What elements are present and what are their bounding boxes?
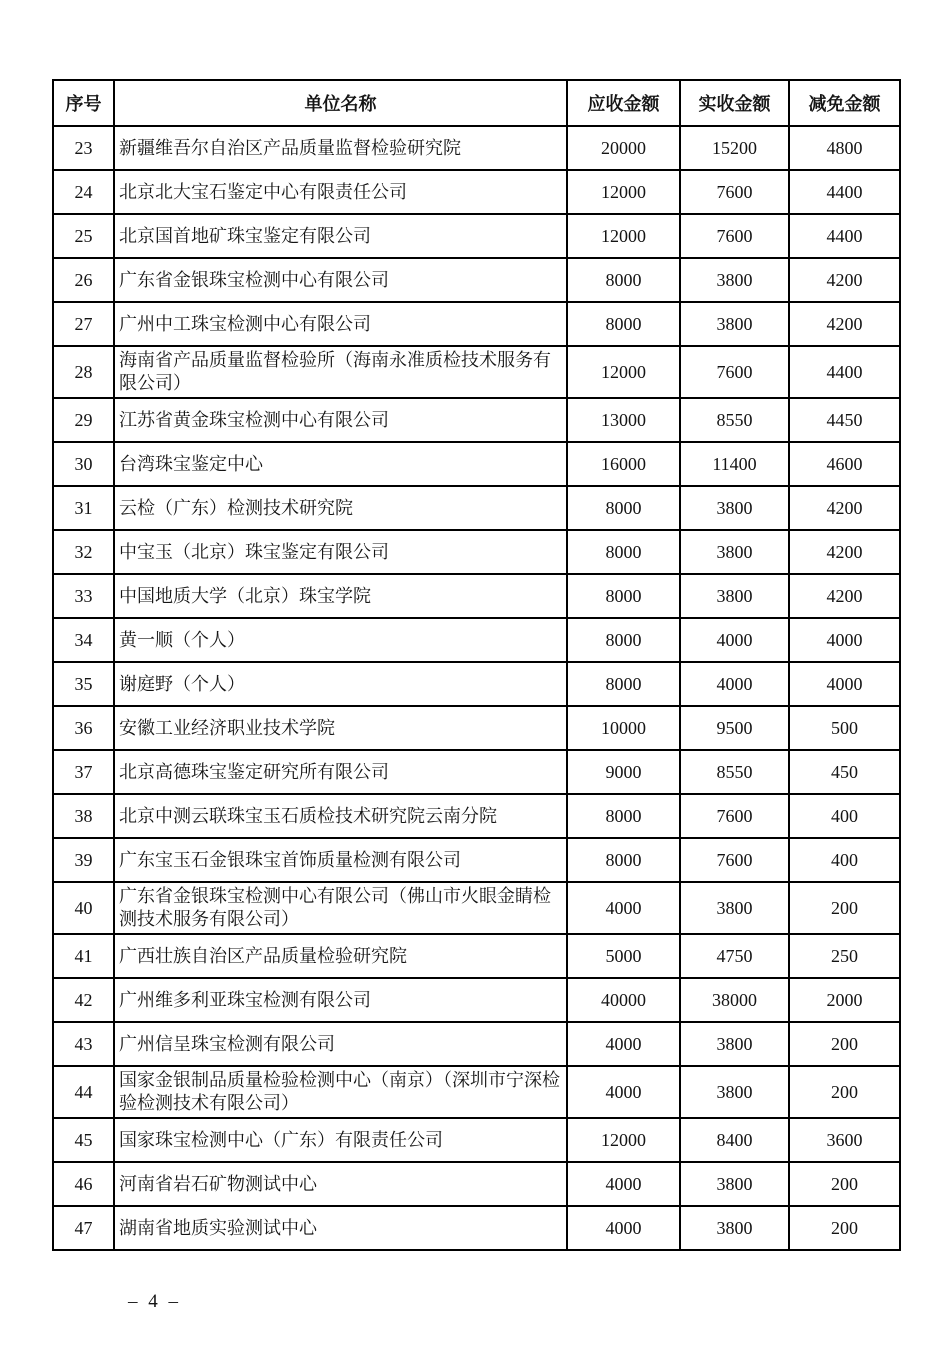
receivable-amount: 4000 [567,1066,680,1118]
receivable-amount: 10000 [567,706,680,750]
table-row [53,214,900,258]
receivable-amount: 8000 [567,258,680,302]
unit-name: 广州中工珠宝检测中心有限公司 [114,302,567,346]
reduction-amount: 3600 [789,1118,900,1162]
unit-name: 湖南省地质实验测试中心 [114,1206,567,1250]
received-amount: 8400 [680,1118,789,1162]
unit-name: 国家珠宝检测中心（广东）有限责任公司 [114,1118,567,1162]
reduction-amount: 200 [789,1066,900,1118]
table-row [53,1162,900,1206]
received-amount: 4000 [680,662,789,706]
table-row [53,258,900,302]
unit-name: 新疆维吾尔自治区产品质量监督检验研究院 [114,126,567,170]
unit-name: 海南省产品质量监督检验所（海南永准质检技术服务有限公司） [114,346,567,398]
received-amount: 3800 [680,530,789,574]
serial-number: 29 [53,398,114,442]
reduction-amount: 4200 [789,574,900,618]
received-amount: 9500 [680,706,789,750]
table-row [53,170,900,214]
reduction-amount: 4400 [789,346,900,398]
table-row [53,530,900,574]
serial-number: 33 [53,574,114,618]
receivable-amount: 4000 [567,1022,680,1066]
table-row [53,882,900,934]
table-row [53,574,900,618]
received-amount: 4000 [680,618,789,662]
header-reduction-amount: 减免金额 [789,80,900,126]
unit-name: 广东宝玉石金银珠宝首饰质量检测有限公司 [114,838,567,882]
reduction-amount: 4000 [789,618,900,662]
reduction-amount: 250 [789,934,900,978]
table-row [53,1206,900,1250]
table-row [53,750,900,794]
reduction-amount: 400 [789,794,900,838]
reduction-amount: 200 [789,1022,900,1066]
reduction-amount: 4200 [789,258,900,302]
received-amount: 7600 [680,170,789,214]
table-row [53,1022,900,1066]
receivable-amount: 8000 [567,530,680,574]
reduction-amount: 200 [789,1206,900,1250]
reduction-amount: 400 [789,838,900,882]
table-row [53,794,900,838]
serial-number: 28 [53,346,114,398]
received-amount: 3800 [680,1206,789,1250]
received-amount: 3800 [680,574,789,618]
unit-name: 广西壮族自治区产品质量检验研究院 [114,934,567,978]
table-row [53,486,900,530]
serial-number: 41 [53,934,114,978]
reduction-amount: 4400 [789,170,900,214]
reduction-amount: 4400 [789,214,900,258]
receivable-amount: 12000 [567,214,680,258]
receivable-amount: 40000 [567,978,680,1022]
serial-number: 35 [53,662,114,706]
receivable-amount: 4000 [567,1206,680,1250]
unit-name: 河南省岩石矿物测试中心 [114,1162,567,1206]
unit-name: 北京国首地矿珠宝鉴定有限公司 [114,214,567,258]
received-amount: 15200 [680,126,789,170]
receivable-amount: 8000 [567,794,680,838]
receivable-amount: 4000 [567,1162,680,1206]
unit-name: 北京中测云联珠宝玉石质检技术研究院云南分院 [114,794,567,838]
serial-number: 40 [53,882,114,934]
reduction-amount: 200 [789,882,900,934]
table-row [53,934,900,978]
reduction-amount: 4450 [789,398,900,442]
received-amount: 7600 [680,214,789,258]
reduction-amount: 4600 [789,442,900,486]
received-amount: 7600 [680,346,789,398]
unit-name: 北京北大宝石鉴定中心有限责任公司 [114,170,567,214]
table-row [53,662,900,706]
serial-number: 38 [53,794,114,838]
serial-number: 44 [53,1066,114,1118]
serial-number: 24 [53,170,114,214]
unit-name: 黄一顺（个人） [114,618,567,662]
table-row [53,978,900,1022]
header-serial-number: 序号 [53,80,114,126]
reduction-amount: 200 [789,1162,900,1206]
serial-number: 30 [53,442,114,486]
receivable-amount: 16000 [567,442,680,486]
receivable-amount: 8000 [567,838,680,882]
reduction-amount: 4800 [789,126,900,170]
table-row [53,1066,900,1118]
received-amount: 7600 [680,838,789,882]
serial-number: 39 [53,838,114,882]
receivable-amount: 8000 [567,302,680,346]
table-row [53,1118,900,1162]
receivable-amount: 8000 [567,618,680,662]
serial-number: 42 [53,978,114,1022]
unit-name: 安徽工业经济职业技术学院 [114,706,567,750]
serial-number: 46 [53,1162,114,1206]
table-row [53,706,900,750]
unit-name: 中宝玉（北京）珠宝鉴定有限公司 [114,530,567,574]
fee-table [52,79,901,1251]
received-amount: 7600 [680,794,789,838]
serial-number: 43 [53,1022,114,1066]
reduction-amount: 450 [789,750,900,794]
table-header-row [53,80,900,126]
unit-name: 谢庭野（个人） [114,662,567,706]
receivable-amount: 12000 [567,346,680,398]
serial-number: 23 [53,126,114,170]
unit-name: 广东省金银珠宝检测中心有限公司 [114,258,567,302]
received-amount: 3800 [680,1022,789,1066]
receivable-amount: 20000 [567,126,680,170]
receivable-amount: 9000 [567,750,680,794]
serial-number: 32 [53,530,114,574]
unit-name: 国家金银制品质量检验检测中心（南京）（深圳市宁深检验检测技术有限公司） [114,1066,567,1118]
receivable-amount: 12000 [567,170,680,214]
header-unit-name: 单位名称 [114,80,567,126]
unit-name: 广州信呈珠宝检测有限公司 [114,1022,567,1066]
received-amount: 3800 [680,302,789,346]
serial-number: 31 [53,486,114,530]
serial-number: 25 [53,214,114,258]
reduction-amount: 2000 [789,978,900,1022]
received-amount: 3800 [680,1162,789,1206]
receivable-amount: 5000 [567,934,680,978]
received-amount: 3800 [680,1066,789,1118]
serial-number: 37 [53,750,114,794]
serial-number: 47 [53,1206,114,1250]
received-amount: 3800 [680,882,789,934]
receivable-amount: 13000 [567,398,680,442]
received-amount: 11400 [680,442,789,486]
table-row [53,126,900,170]
serial-number: 26 [53,258,114,302]
header-receivable-amount: 应收金额 [567,80,680,126]
unit-name: 广州维多利亚珠宝检测有限公司 [114,978,567,1022]
serial-number: 36 [53,706,114,750]
reduction-amount: 4200 [789,486,900,530]
unit-name: 云检（广东）检测技术研究院 [114,486,567,530]
table-row [53,346,900,398]
table-row [53,442,900,486]
serial-number: 45 [53,1118,114,1162]
received-amount: 38000 [680,978,789,1022]
page-number: – 4 – [128,1291,181,1312]
reduction-amount: 4200 [789,302,900,346]
receivable-amount: 4000 [567,882,680,934]
reduction-amount: 500 [789,706,900,750]
reduction-amount: 4000 [789,662,900,706]
table-row [53,398,900,442]
receivable-amount: 8000 [567,662,680,706]
received-amount: 8550 [680,750,789,794]
table-row [53,302,900,346]
table-row [53,838,900,882]
receivable-amount: 8000 [567,574,680,618]
received-amount: 8550 [680,398,789,442]
table-row [53,618,900,662]
unit-name: 台湾珠宝鉴定中心 [114,442,567,486]
serial-number: 34 [53,618,114,662]
receivable-amount: 8000 [567,486,680,530]
unit-name: 广东省金银珠宝检测中心有限公司（佛山市火眼金睛检测技术服务有限公司） [114,882,567,934]
received-amount: 3800 [680,258,789,302]
reduction-amount: 4200 [789,530,900,574]
unit-name: 江苏省黄金珠宝检测中心有限公司 [114,398,567,442]
unit-name: 北京高德珠宝鉴定研究所有限公司 [114,750,567,794]
unit-name: 中国地质大学（北京）珠宝学院 [114,574,567,618]
received-amount: 4750 [680,934,789,978]
header-received-amount: 实收金额 [680,80,789,126]
receivable-amount: 12000 [567,1118,680,1162]
serial-number: 27 [53,302,114,346]
received-amount: 3800 [680,486,789,530]
